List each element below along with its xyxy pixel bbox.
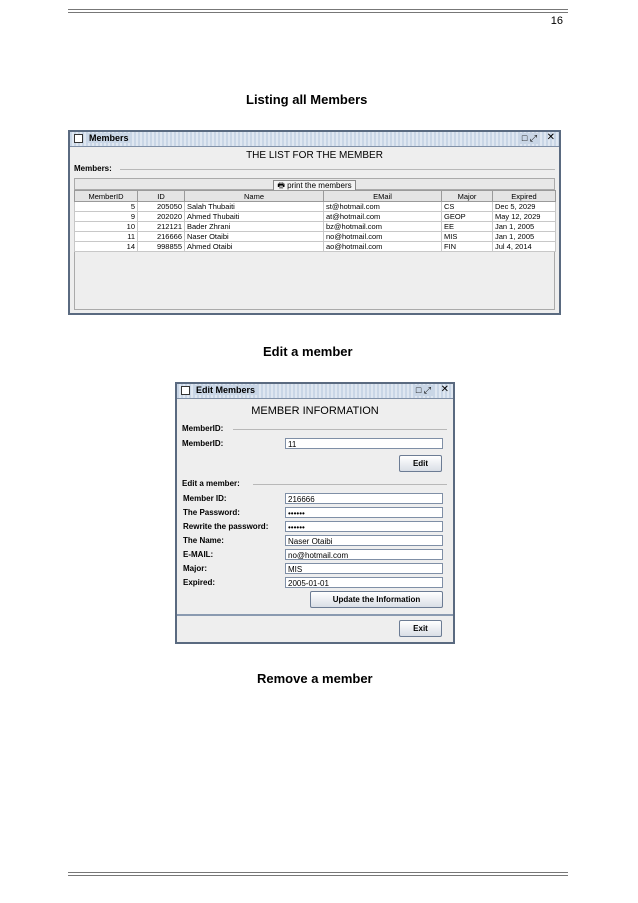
- close-icon[interactable]: ✕: [440, 384, 449, 395]
- memberid-section-label: MemberID:: [182, 424, 224, 433]
- table-row[interactable]: [75, 222, 556, 232]
- password-label: The Password:: [183, 508, 240, 517]
- cell-expired: Jul 4, 2014: [493, 242, 556, 252]
- table-row[interactable]: [75, 212, 556, 222]
- major-input[interactable]: MIS: [285, 563, 443, 574]
- maximize-icon[interactable]: □ ⤢: [415, 385, 431, 395]
- edit-window-title: Edit Members: [193, 385, 258, 395]
- edit-members-window: [175, 382, 455, 644]
- memberid-input[interactable]: 11: [285, 438, 443, 449]
- cell-email: at@hotmail.com: [324, 212, 442, 222]
- cell-memberid: 10: [75, 222, 138, 232]
- member-information-title: MEMBER INFORMATION: [251, 405, 379, 417]
- cell-expired: Jan 1, 2005: [493, 222, 556, 232]
- column-header[interactable]: Name: [185, 191, 324, 202]
- cell-name: Naser Otaibi: [185, 232, 324, 242]
- cell-id: 205050: [138, 202, 185, 212]
- memberid-label: MemberID:: [182, 439, 224, 448]
- password-field[interactable]: ••••••: [285, 507, 443, 518]
- name-label: The Name:: [183, 536, 224, 545]
- page-number: 16: [550, 15, 563, 27]
- column-header[interactable]: Major: [442, 191, 493, 202]
- cell-memberid: 11: [75, 232, 138, 242]
- cell-expired: Jan 1, 2005: [493, 232, 556, 242]
- members-window-title: Members: [86, 133, 132, 143]
- edit-title-bar[interactable]: [177, 384, 453, 399]
- cell-id: 202020: [138, 212, 185, 222]
- header-rule: [68, 9, 568, 13]
- table-header-row: [75, 191, 556, 202]
- expired-input[interactable]: 2005-01-01: [285, 577, 443, 588]
- table-row[interactable]: [75, 202, 556, 212]
- group-divider: [120, 169, 555, 170]
- footer-rule: [68, 872, 568, 876]
- member-id-input[interactable]: 216666: [285, 493, 443, 504]
- section-divider: [233, 429, 447, 430]
- rewrite-password-label: Rewrite the password:: [183, 522, 269, 531]
- list-title: THE LIST FOR THE MEMBER: [246, 150, 383, 161]
- column-header[interactable]: MemberID: [75, 191, 138, 202]
- cell-name: Ahmed Thubaiti: [185, 212, 324, 222]
- members-group-label: Members:: [74, 164, 112, 173]
- footer-divider: [177, 614, 453, 616]
- cell-name: Bader Zhrani: [185, 222, 324, 232]
- members-table: [74, 190, 556, 252]
- cell-id: 212121: [138, 222, 185, 232]
- cell-name: Salah Thubaiti: [185, 202, 324, 212]
- cell-major: GEOP: [442, 212, 493, 222]
- print-bar: [74, 178, 555, 190]
- print-members-button[interactable]: 🖶 print the members: [273, 180, 355, 191]
- cell-email: st@hotmail.com: [324, 202, 442, 212]
- edit-section-label: Edit a member:: [182, 479, 240, 488]
- edit-window-icon: [181, 386, 190, 395]
- column-header[interactable]: ID: [138, 191, 185, 202]
- cell-expired: May 12, 2029: [493, 212, 556, 222]
- cell-id: 216666: [138, 232, 185, 242]
- cell-major: FIN: [442, 242, 493, 252]
- edit-button[interactable]: Edit: [399, 455, 442, 472]
- column-header[interactable]: Expired: [493, 191, 556, 202]
- cell-major: EE: [442, 222, 493, 232]
- edit-heading: Edit a member: [263, 344, 353, 359]
- members-title-bar[interactable]: [70, 132, 559, 147]
- cell-email: ao@hotmail.com: [324, 242, 442, 252]
- cell-memberid: 5: [75, 202, 138, 212]
- member-id-label: Member ID:: [183, 494, 227, 503]
- cell-name: Ahmed Otaibi: [185, 242, 324, 252]
- column-header[interactable]: EMail: [324, 191, 442, 202]
- name-input[interactable]: Naser Otaibi: [285, 535, 443, 546]
- cell-memberid: 14: [75, 242, 138, 252]
- email-label: E-MAIL:: [183, 550, 214, 559]
- remove-heading: Remove a member: [257, 671, 373, 686]
- rewrite-password-field[interactable]: ••••••: [285, 521, 443, 532]
- window-icon: [74, 134, 83, 143]
- exit-button[interactable]: Exit: [399, 620, 442, 637]
- section-divider: [253, 484, 447, 485]
- table-row[interactable]: [75, 232, 556, 242]
- members-window: [68, 130, 561, 315]
- cell-email: no@hotmail.com: [324, 232, 442, 242]
- cell-memberid: 9: [75, 212, 138, 222]
- cell-id: 998855: [138, 242, 185, 252]
- cell-email: bz@hotmail.com: [324, 222, 442, 232]
- expired-label: Expired:: [183, 578, 216, 587]
- update-information-button[interactable]: Update the Information: [310, 591, 443, 608]
- listing-heading: Listing all Members: [246, 92, 368, 107]
- major-label: Major:: [183, 564, 207, 573]
- table-row[interactable]: [75, 242, 556, 252]
- cell-expired: Dec 5, 2029: [493, 202, 556, 212]
- close-icon[interactable]: ✕: [546, 132, 555, 143]
- cell-major: MIS: [442, 232, 493, 242]
- cell-major: CS: [442, 202, 493, 212]
- maximize-icon[interactable]: □ ⤢: [521, 133, 537, 143]
- email-field[interactable]: no@hotmail.com: [285, 549, 443, 560]
